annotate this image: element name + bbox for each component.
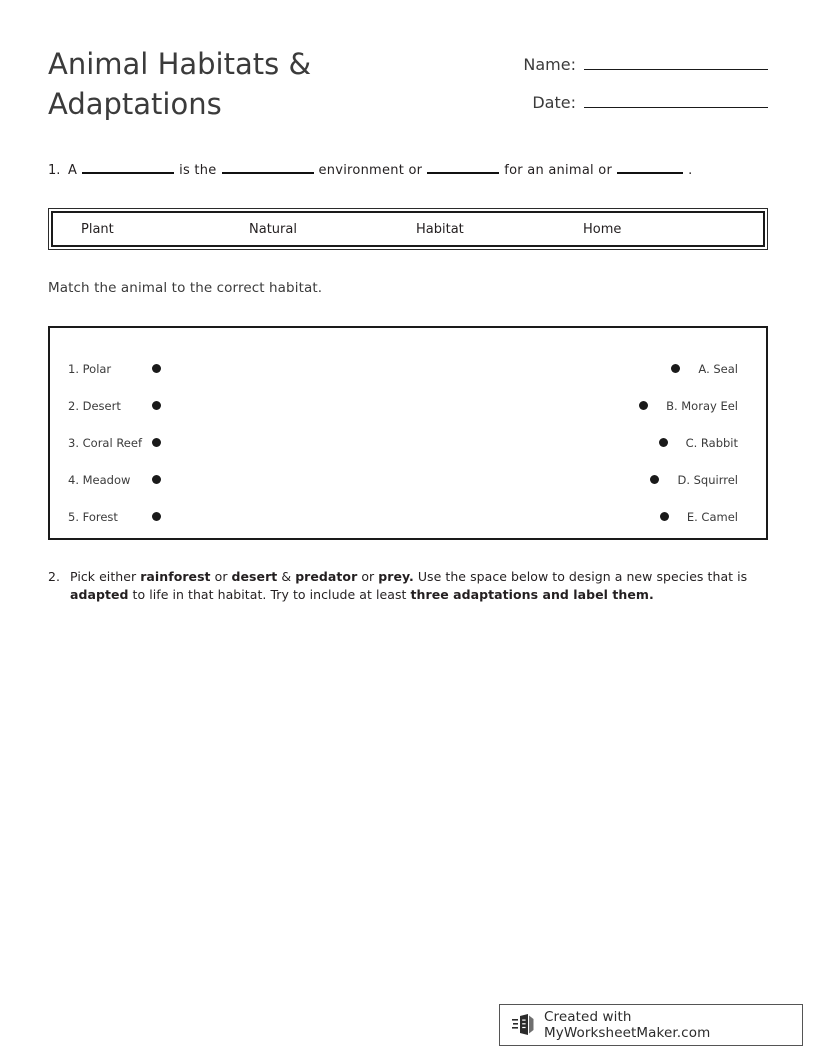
matching-right-dot-icon[interactable]: [660, 512, 669, 521]
name-row: [516, 50, 768, 88]
question-1-text: [68, 159, 692, 181]
matching-right-label: E. Camel: [686, 509, 738, 524]
matching-right-dot-icon[interactable]: [639, 401, 648, 410]
question-1-number: 1.: [48, 163, 61, 178]
question-2-t6: to life in that habitat. Try to include at least: [128, 587, 411, 602]
matching-box: [48, 326, 768, 540]
question-1-part-1: A: [68, 163, 78, 178]
question-2: [48, 568, 760, 604]
question-1-part-5: .: [688, 163, 693, 178]
matching-left-item-2[interactable]: [50, 399, 161, 413]
matching-row: [50, 350, 766, 387]
matching-left-item-5[interactable]: [50, 510, 161, 524]
matching-left-label: 3. Coral Reef: [68, 435, 142, 450]
date-input-line[interactable]: [584, 88, 768, 108]
matching-right-item-e[interactable]: [660, 510, 766, 524]
word-bank: [48, 208, 768, 250]
footer-text: Created with MyWorksheetMaker.com: [544, 1009, 711, 1041]
matching-left-label: 1. Polar: [68, 361, 112, 376]
matching-right-label: C. Rabbit: [685, 435, 738, 450]
matching-right-label: B. Moray Eel: [666, 398, 738, 413]
matching-left-item-3[interactable]: [50, 436, 161, 450]
matching-left-item-4[interactable]: [50, 473, 161, 487]
question-1-blank-3[interactable]: [427, 159, 499, 174]
matching-right-dot-icon[interactable]: [659, 438, 668, 447]
date-label: Date:: [532, 93, 576, 112]
matching-right-item-c[interactable]: [659, 436, 766, 450]
matching-instruction: Match the animal to the correct habitat.: [48, 280, 323, 296]
question-1-part-3: environment or: [318, 163, 423, 178]
matching-right-item-a[interactable]: [671, 362, 766, 376]
name-label: Name:: [523, 55, 576, 74]
question-1-blank-2[interactable]: [222, 159, 314, 174]
word-bank-inner: [51, 211, 765, 247]
matching-row: [50, 498, 766, 535]
matching-row: [50, 387, 766, 424]
matching-left-dot-icon[interactable]: [152, 512, 161, 521]
matching-left-dot-icon[interactable]: [152, 438, 161, 447]
question-2-number: 2.: [48, 569, 60, 584]
matching-left-dot-icon[interactable]: [152, 364, 161, 373]
matching-right-item-d[interactable]: [650, 473, 766, 487]
question-1: [48, 159, 768, 181]
question-2-t4: or: [357, 569, 379, 584]
matching-left-label: 5. Forest: [68, 509, 118, 524]
question-2-t3: &: [277, 569, 296, 584]
myworksheetmaker-logo-icon: [512, 1014, 536, 1036]
footer-badge[interactable]: [499, 1004, 803, 1046]
page-title: Animal Habitats & Adaptations: [48, 47, 312, 121]
matching-left-label: 2. Desert: [68, 398, 121, 413]
word-bank-item-plant[interactable]: Plant: [81, 221, 114, 237]
word-bank-item-home[interactable]: Home: [583, 221, 622, 237]
question-2-t5: Use the space below to design a new species that is: [413, 569, 748, 584]
matching-left-label: 4. Meadow: [68, 472, 131, 487]
matching-right-label: A. Seal: [698, 361, 738, 376]
matching-right-dot-icon[interactable]: [650, 475, 659, 484]
matching-left-item-1[interactable]: [50, 362, 161, 376]
date-row: [516, 88, 768, 126]
question-2-b3: predator: [295, 569, 358, 584]
question-2-b2: desert: [231, 569, 278, 584]
question-1-part-2: is the: [179, 163, 217, 178]
question-1-part-4: for an animal or: [504, 163, 613, 178]
matching-right-dot-icon[interactable]: [671, 364, 680, 373]
matching-right-item-b[interactable]: [639, 399, 766, 413]
question-1-blank-1[interactable]: [82, 159, 174, 174]
matching-row: [50, 461, 766, 498]
name-input-line[interactable]: [584, 50, 768, 70]
question-1-blank-4[interactable]: [617, 159, 683, 174]
question-2-b5: adapted: [70, 587, 129, 602]
matching-row: [50, 424, 766, 461]
matching-rows: [50, 328, 766, 535]
matching-left-dot-icon[interactable]: [152, 475, 161, 484]
question-2-t2: or: [210, 569, 232, 584]
question-2-text: [70, 568, 760, 604]
word-bank-item-habitat[interactable]: Habitat: [416, 221, 464, 237]
name-date-block: [516, 50, 768, 126]
worksheet-header: [48, 44, 768, 126]
matching-left-dot-icon[interactable]: [152, 401, 161, 410]
question-2-b6: three adaptations and label them.: [410, 587, 654, 602]
question-2-t1: Pick either: [70, 569, 141, 584]
question-2-b1: rainforest: [140, 569, 211, 584]
word-bank-item-natural[interactable]: Natural: [249, 221, 297, 237]
question-2-b4: prey.: [378, 569, 414, 584]
matching-right-label: D. Squirrel: [677, 472, 738, 487]
